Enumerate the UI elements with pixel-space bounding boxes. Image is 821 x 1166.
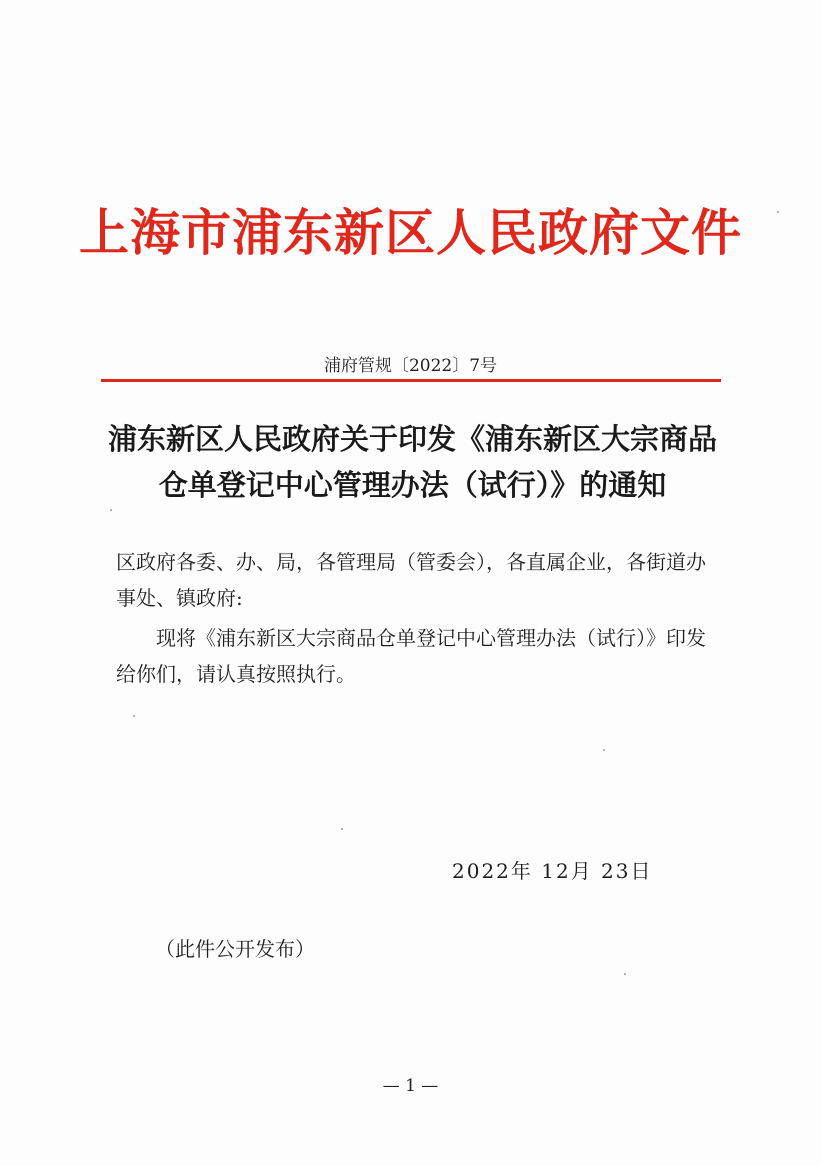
page-number: — 1 — [382,1076,439,1096]
red-divider-line [101,379,721,382]
scan-speck [603,749,605,751]
scan-speck [777,211,779,213]
publication-note: （此件公开发布） [155,937,315,961]
body-paragraph-text: 现将《浦东新区大宗商品仓单登记中心管理办法（试行）》印发给你们，请认真按照执行。 [116,626,706,686]
scan-speck [341,828,343,830]
scan-speck [133,715,135,717]
masthead-title: 上海市浦东新区人民政府文件 [79,203,742,262]
notice-title: 浦东新区人民政府关于印发《浦东新区大宗商品仓单登记中心管理办法（试行）》的通知 [107,422,717,502]
issue-date: 2022年 12月 23日 [452,859,653,883]
scan-speck [110,509,112,511]
addressee-line: 区政府各委、办、局，各管理局（管委会），各直属企业，各街道办事处、镇政府: [116,550,706,610]
body-paragraph [116,620,724,692]
scan-speck [624,973,626,975]
document-number: 浦府管规〔2022〕7号 [323,356,498,376]
